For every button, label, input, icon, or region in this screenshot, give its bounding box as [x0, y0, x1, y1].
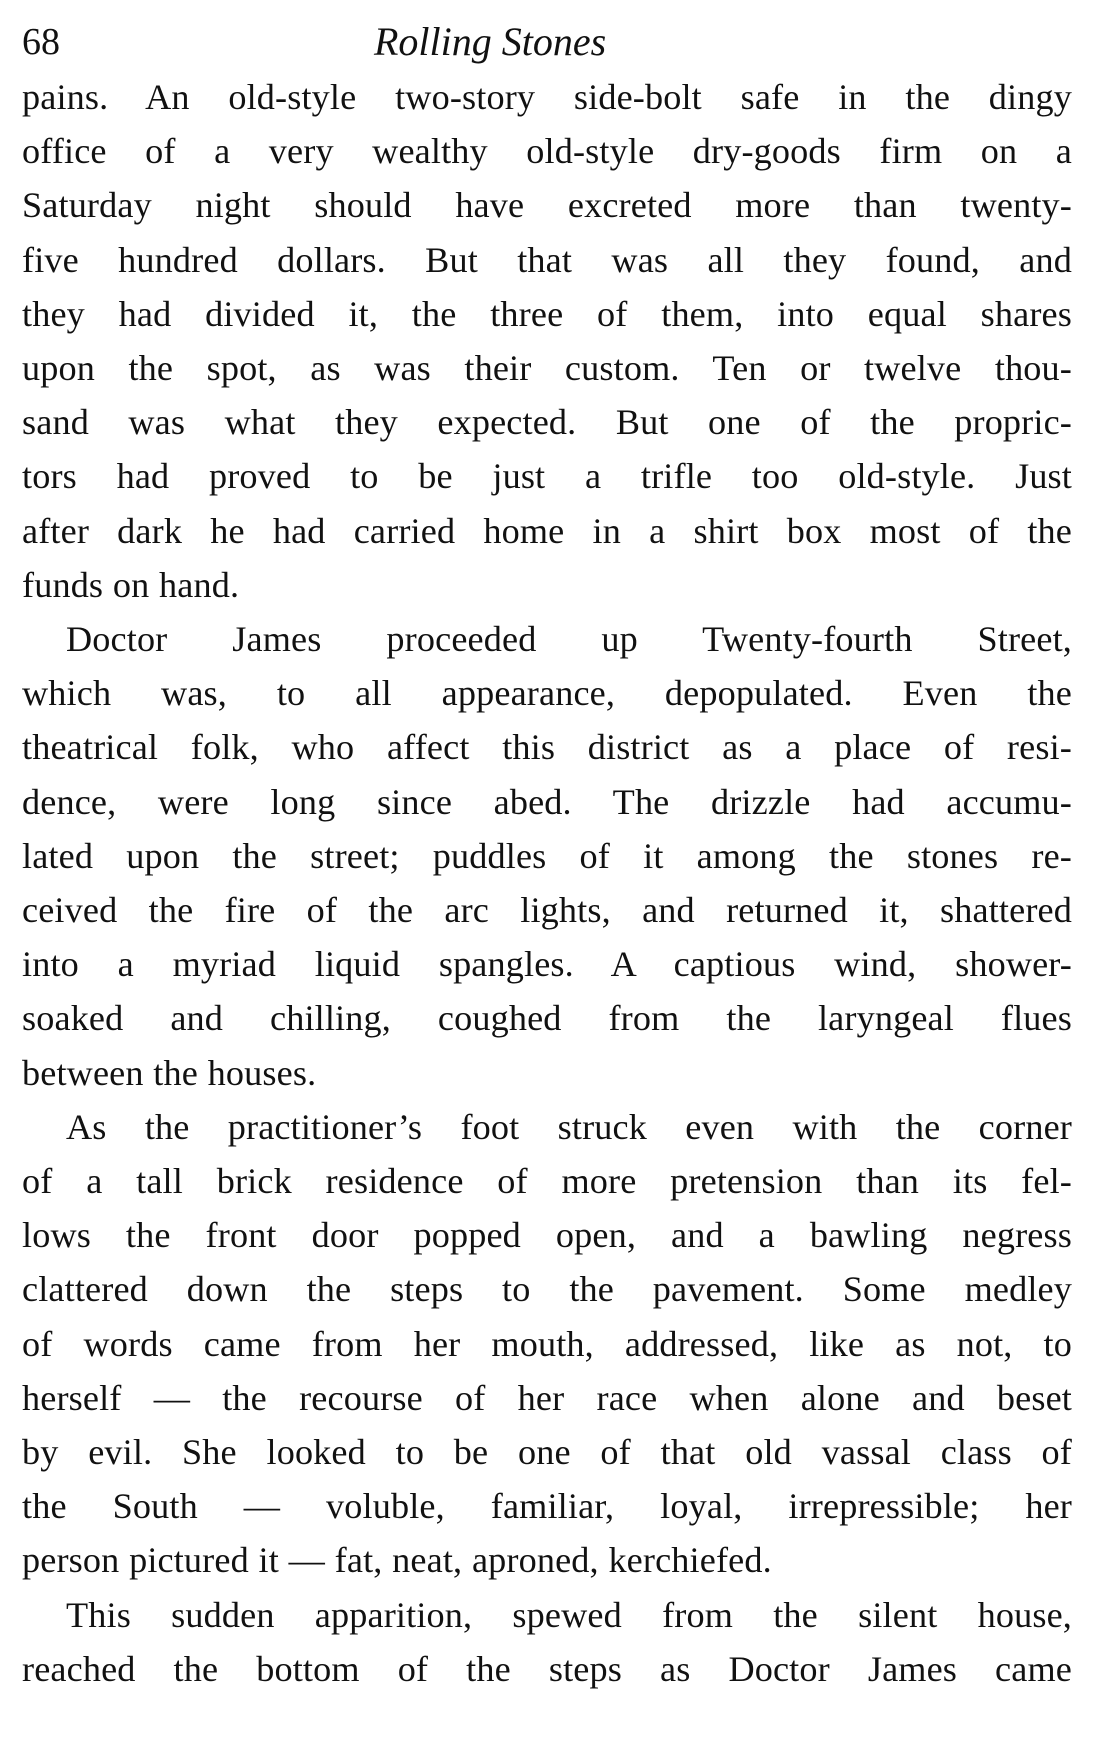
text-line: lated upon the street; puddles of it among the stones re-	[22, 835, 1072, 876]
text-line: As the practitioner’s foot struck even with the corner	[66, 1106, 1072, 1147]
text-line: tors had proved to be just a trifle too old-style. Just	[22, 456, 1072, 497]
text-line: clattered down the steps to the pavement. Some medley	[22, 1269, 1072, 1310]
book-page	[22, 8, 1072, 1696]
text-line: dence, were long since abed. The drizzle had accumu-	[22, 781, 1072, 822]
paragraph-3	[22, 1100, 1072, 1588]
text-line: of a tall brick residence of more pretension than its fel-	[22, 1161, 1072, 1202]
text-line: between the houses.	[22, 1052, 317, 1093]
text-line: five hundred dollars. But that was all they found, and	[22, 239, 1072, 280]
text-line: the South — voluble, familiar, loyal, irrepressible; her	[22, 1486, 1072, 1527]
text-line: into a myriad liquid spangles. A captious wind, shower-	[22, 944, 1072, 985]
text-line: by evil. She looked to be one of that old vassal class of	[22, 1432, 1072, 1473]
text-line: lows the front door popped open, and a bawling negress	[22, 1215, 1072, 1256]
text-line: they had divided it, the three of them, into equal shares	[22, 293, 1072, 334]
text-line: funds on hand.	[22, 564, 240, 605]
text-line: Doctor James proceeded up Twenty-fourth Street,	[66, 619, 1072, 660]
text-line: person pictured it — fat, neat, aproned, kerchiefed.	[22, 1540, 772, 1581]
text-line: ceived the fire of the arc lights, and returned it, shattered	[22, 890, 1072, 931]
page-header	[22, 8, 1072, 70]
text-line: office of a very wealthy old-style dry-goods firm on a	[22, 131, 1072, 172]
text-line: pains. An old-style two-story side-bolt safe in the dingy	[22, 77, 1072, 117]
text-line: theatrical folk, who affect this district as a place of resi-	[22, 727, 1072, 768]
paragraph-2	[22, 612, 1072, 1100]
text-line: sand was what they expected. But one of the propric-	[22, 402, 1072, 443]
text-line: This sudden apparition, spewed from the silent house,	[66, 1594, 1072, 1635]
text-line: herself — the recourse of her race when alone and beset	[22, 1377, 1072, 1418]
text-line: of words came from her mouth, addressed, like as not, to	[22, 1323, 1072, 1364]
paragraph-1	[22, 70, 1072, 612]
page-number: 68	[22, 21, 60, 63]
text-line: upon the spot, as was their custom. Ten or twelve thou-	[22, 348, 1072, 389]
running-title: Rolling Stones	[374, 19, 607, 64]
text-line: Saturday night should have excreted more than twenty-	[22, 185, 1072, 226]
text-line: reached the bottom of the steps as Doctor James came	[22, 1648, 1072, 1689]
text-line: after dark he had carried home in a shirt box most of the	[22, 510, 1072, 551]
text-line: soaked and chilling, coughed from the laryngeal flues	[22, 998, 1072, 1039]
paragraph-4	[22, 1588, 1072, 1696]
text-line: which was, to all appearance, depopulated. Even the	[22, 673, 1072, 714]
